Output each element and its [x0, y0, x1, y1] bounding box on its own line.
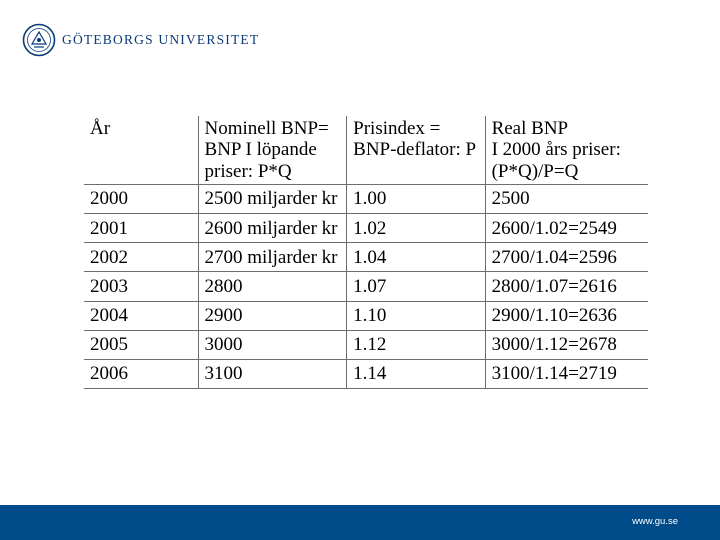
cell-real-gdp: 3000/1.12=2678 — [485, 330, 648, 359]
cell-year: 2004 — [84, 301, 198, 330]
footer-url-link[interactable]: www.gu.se — [632, 516, 678, 527]
cell-nominal-gdp: 3000 — [198, 330, 347, 359]
cell-nominal-gdp: 2800 — [198, 272, 347, 301]
cell-price-index: 1.10 — [347, 301, 485, 330]
header-price-index — [347, 116, 485, 184]
header-line: BNP I löpande — [204, 139, 317, 161]
footer-bar — [0, 505, 720, 540]
cell-year: 2002 — [84, 243, 198, 272]
cell-real-gdp: 2600/1.02=2549 — [485, 214, 648, 243]
table-row — [84, 272, 648, 301]
cell-real-gdp: 2700/1.04=2596 — [485, 243, 648, 272]
cell-price-index: 1.07 — [347, 272, 485, 301]
header-line: (P*Q)/P=Q — [491, 160, 579, 182]
university-seal-icon — [22, 23, 56, 57]
table-row — [84, 214, 648, 243]
cell-real-gdp: 3100/1.14=2719 — [485, 360, 648, 389]
cell-price-index: 1.14 — [347, 360, 485, 389]
cell-nominal-gdp: 2500 miljarder kr — [198, 184, 347, 213]
header-nominal-gdp — [198, 116, 347, 184]
cell-price-index: 1.00 — [347, 184, 485, 213]
table-row — [84, 360, 648, 389]
cell-year: 2003 — [84, 272, 198, 301]
header-line: Prisindex = — [353, 118, 441, 139]
header-line: År — [90, 118, 111, 139]
gdp-table — [84, 116, 648, 389]
cell-price-index: 1.04 — [347, 243, 485, 272]
university-logo — [22, 22, 259, 58]
cell-real-gdp: 2800/1.07=2616 — [485, 272, 648, 301]
cell-year: 2000 — [84, 184, 198, 213]
cell-year: 2001 — [84, 214, 198, 243]
cell-year: 2006 — [84, 360, 198, 389]
header-line: I 2000 års priser: — [491, 139, 621, 161]
header-line: Nominell BNP= — [204, 118, 329, 139]
cell-price-index: 1.12 — [347, 330, 485, 359]
cell-price-index: 1.02 — [347, 214, 485, 243]
table-row — [84, 243, 648, 272]
cell-real-gdp: 2500 — [485, 184, 648, 213]
header-real-gdp — [485, 116, 648, 184]
table-header-row — [84, 116, 648, 184]
table-row — [84, 184, 648, 213]
cell-nominal-gdp: 3100 — [198, 360, 347, 389]
university-name: GÖTEBORGS UNIVERSITET — [62, 32, 260, 47]
table-row — [84, 330, 648, 359]
header-line: Real BNP — [491, 118, 569, 139]
header-year — [84, 116, 198, 184]
cell-nominal-gdp: 2600 miljarder kr — [198, 214, 347, 243]
table-row — [84, 301, 648, 330]
header-line: BNP-deflator: P — [353, 139, 477, 161]
cell-nominal-gdp: 2900 — [198, 301, 347, 330]
cell-real-gdp: 2900/1.10=2636 — [485, 301, 648, 330]
header-line: priser: P*Q — [204, 160, 292, 182]
cell-year: 2005 — [84, 330, 198, 359]
cell-nominal-gdp: 2700 miljarder kr — [198, 243, 347, 272]
